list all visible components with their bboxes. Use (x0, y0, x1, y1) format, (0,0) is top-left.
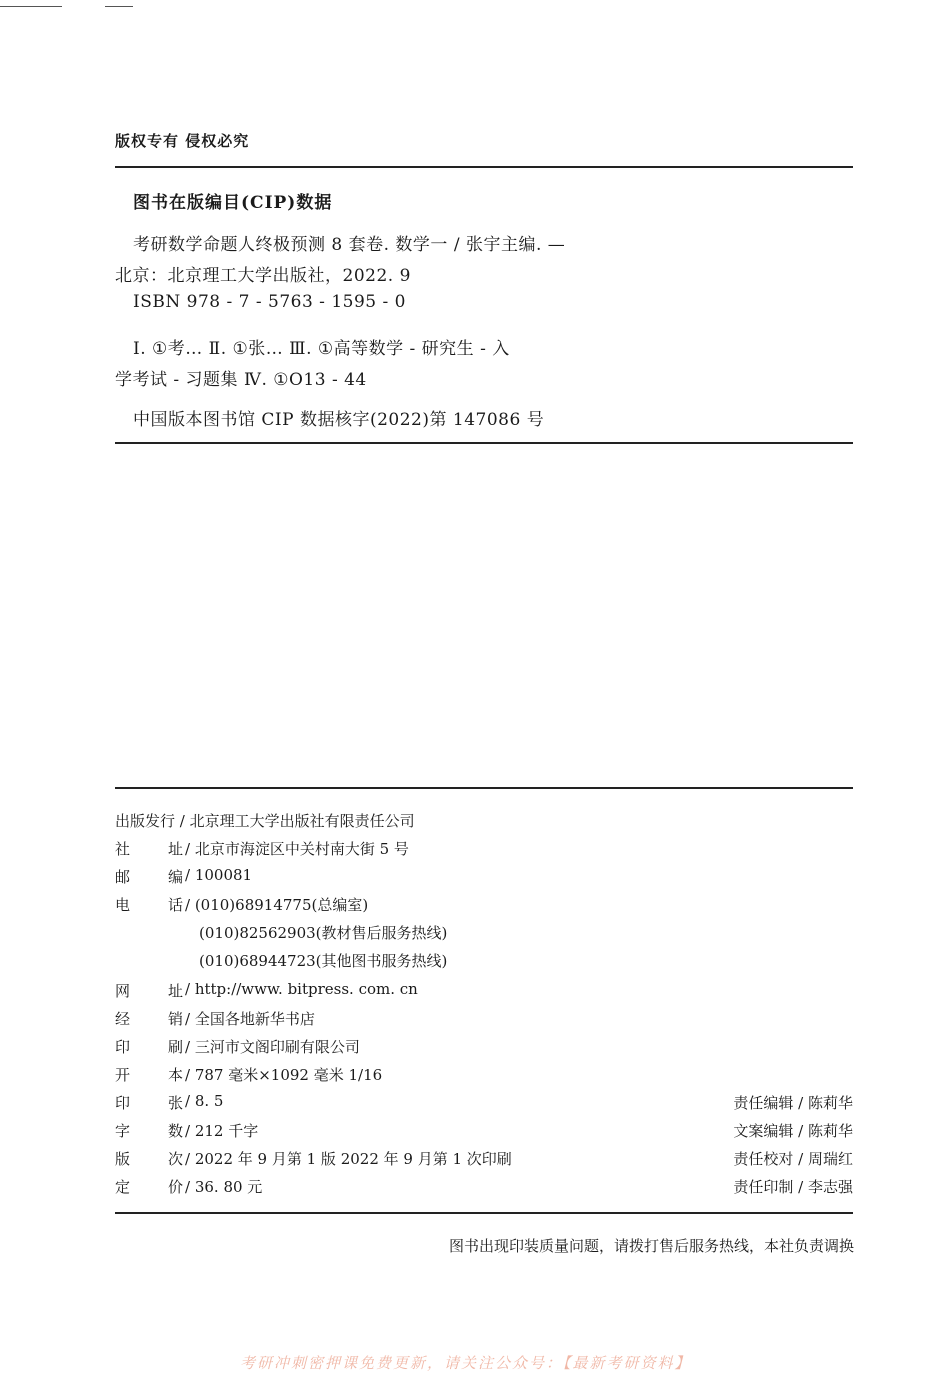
edition-row: 版 次 / 2022 年 9 月第 1 版 2022 年 9 月第 1 次印刷 责任校对 / 周瑞红 (115, 1150, 853, 1168)
phone-row: 电 话 / (010)68914775(总编室) (115, 896, 369, 914)
divider (115, 787, 853, 789)
website: / http://www. bitpress. com. cn (185, 980, 418, 998)
distributor: / 全国各地新华书店 (185, 1010, 315, 1028)
edition: / 2022 年 9 月第 1 版 2022 年 9 月第 1 次印刷 (185, 1150, 512, 1168)
publisher-row (115, 810, 853, 834)
phone: / (010)68914775(总编室) (185, 896, 369, 914)
publisher: 出版发行 / 北京理工大学出版社有限责任公司 (115, 812, 415, 830)
price: / 36. 80 元 (185, 1178, 263, 1196)
postcode-row: 邮 编 / 100081 (115, 866, 253, 886)
sheets-row: 印 张 / 8. 5 责任编辑 / 陈莉华 (115, 1092, 853, 1112)
divider (115, 1212, 853, 1214)
price-row: 定 价 / 36. 80 元 责任印制 / 李志强 (115, 1178, 853, 1196)
address-row: 社 址 / 北京市海淀区中关村南大街 5 号 (115, 840, 409, 858)
phone-row (115, 950, 853, 974)
phone: (010)68944723(其他图书服务热线) (199, 952, 448, 970)
scan-mark (0, 6, 62, 7)
website-row: 网 址 / http://www. bitpress. com. cn (115, 980, 418, 1000)
cip-title: 图书在版编目(CIP)数据 (133, 193, 333, 213)
printer-row: 印 刷 / 三河市文阁印刷有限公司 (115, 1038, 360, 1056)
phone-row (115, 922, 853, 946)
sheets: / 8. 5 (185, 1092, 224, 1110)
divider (115, 166, 853, 168)
copy-editor: 文案编辑 / 陈莉华 (733, 1122, 853, 1140)
cip-line: Ⅰ. ①考… Ⅱ. ①张… Ⅲ. ①高等数学 - 研究生 - 入 (133, 339, 510, 359)
cip-isbn: ISBN 978 - 7 - 5763 - 1595 - 0 (133, 292, 406, 312)
words-row: 字 数 / 212 千字 文案编辑 / 陈莉华 (115, 1122, 853, 1140)
distributor-row: 经 销 / 全国各地新华书店 (115, 1010, 315, 1028)
responsible-editor: 责任编辑 / 陈莉华 (733, 1094, 853, 1112)
printer: / 三河市文阁印刷有限公司 (185, 1038, 360, 1056)
watermark: 考研冲刺密押课免费更新，请关注公众号：【最新考研资料】 (240, 1354, 692, 1372)
scan-mark (105, 6, 133, 7)
divider (115, 442, 853, 444)
quality-notice: 图书出现印装质量问题，请拨打售后服务热线，本社负责调换 (448, 1237, 854, 1255)
print-manager: 责任印制 / 李志强 (733, 1178, 853, 1196)
proofreader: 责任校对 / 周瑞红 (733, 1150, 853, 1168)
phone: (010)82562903(教材售后服务热线) (199, 924, 448, 942)
format: / 787 毫米×1092 毫米 1/16 (185, 1066, 383, 1084)
copyright-notice: 版权专有 侵权必究 (115, 132, 250, 150)
postcode: / 100081 (185, 866, 253, 884)
word-count: / 212 千字 (185, 1122, 259, 1140)
cip-line: 学考试 - 习题集 Ⅳ. ①O13 - 44 (115, 370, 367, 390)
format-row: 开 本 / 787 毫米×1092 毫米 1/16 (115, 1066, 383, 1084)
cip-line: 北京：北京理工大学出版社，2022. 9 (115, 266, 411, 286)
cip-number: 中国版本图书馆 CIP 数据核字(2022)第 147086 号 (133, 410, 545, 430)
address: / 北京市海淀区中关村南大街 5 号 (185, 840, 409, 858)
cip-line: 考研数学命题人终极预测 8 套卷. 数学一 / 张宇主编. — (133, 235, 566, 255)
